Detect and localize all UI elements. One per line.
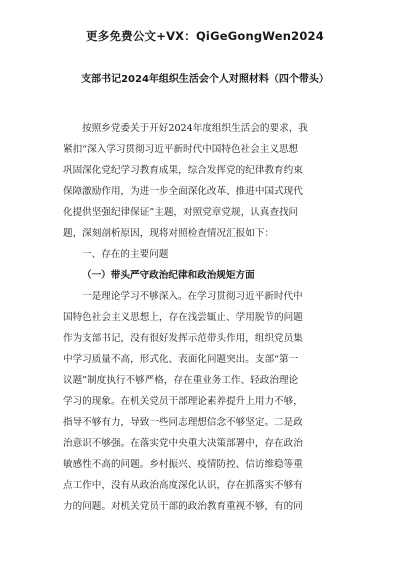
paragraph-line: 力的问题。对机关党员干部的政治教育重视不够，有的同 [63,501,303,512]
paragraph-line: 敏感性不高的问题。乡村振兴、疫情防控、信访维稳等重 [63,459,303,470]
paragraph-line: 学习的现象。在机关党员干部理论素养提升上用力不够， [63,396,303,407]
paragraph-line: 题，深刻剖析原因，现将对照检查情况汇报如下： [63,228,275,239]
header-watermark: 更多免费公文+VX：QiGeGongWen2024 [86,29,324,43]
paragraph-line: 点工作中，没有从政治高度深化认识，存在抓落实不够有 [63,480,303,491]
section-heading: 一、存在的主要问题 [82,249,169,260]
paragraph-line: 一是理论学习不够深入。在学习贯彻习近平新时代中 [82,291,303,302]
paragraph-line: 紧扣“深入学习贯彻习近平新时代中国特色社会主义思想 [63,144,299,155]
paragraph-line: 治意识不够强。在落实党中央重大决策部署中，存在政治 [63,438,303,449]
paragraph-line: 国特色社会主义思想上，存在浅尝辄止、学用脱节的问题 [63,312,303,323]
paragraph-line: 化提供坚强纪律保证”主题，对照党章党规，认真查找问 [63,207,299,218]
document-body [63,118,353,517]
paragraph-line: 指导不够有力，导致一些同志理想信念不够坚定。二是政 [63,417,303,428]
paragraph-line: 按照乡党委关于开好2024年度组织生活会的要求，我 [82,123,308,134]
document-title: 支部书记2024年组织生活会个人对照材料（四个带头） [81,74,329,85]
paragraph-line: 中学习质量不高，形式化、表面化问题突出。支部“第一 [63,354,299,365]
paragraph-line: 作为支部书记，没有很好发挥示范带头作用，组织党员集 [63,333,303,344]
subsection-heading: （一）带头严守政治纪律和政治规矩方面 [82,270,255,281]
paragraph-line: 议题”制度执行不够严格，存在重业务工作、轻政治理论 [63,375,299,386]
paragraph-line: 巩固深化党纪学习教育成果，综合发挥党的纪律教育约束 [63,165,303,176]
paragraph-line: 保障激励作用，为进一步全面深化改革、推进中国式现代 [63,186,303,197]
